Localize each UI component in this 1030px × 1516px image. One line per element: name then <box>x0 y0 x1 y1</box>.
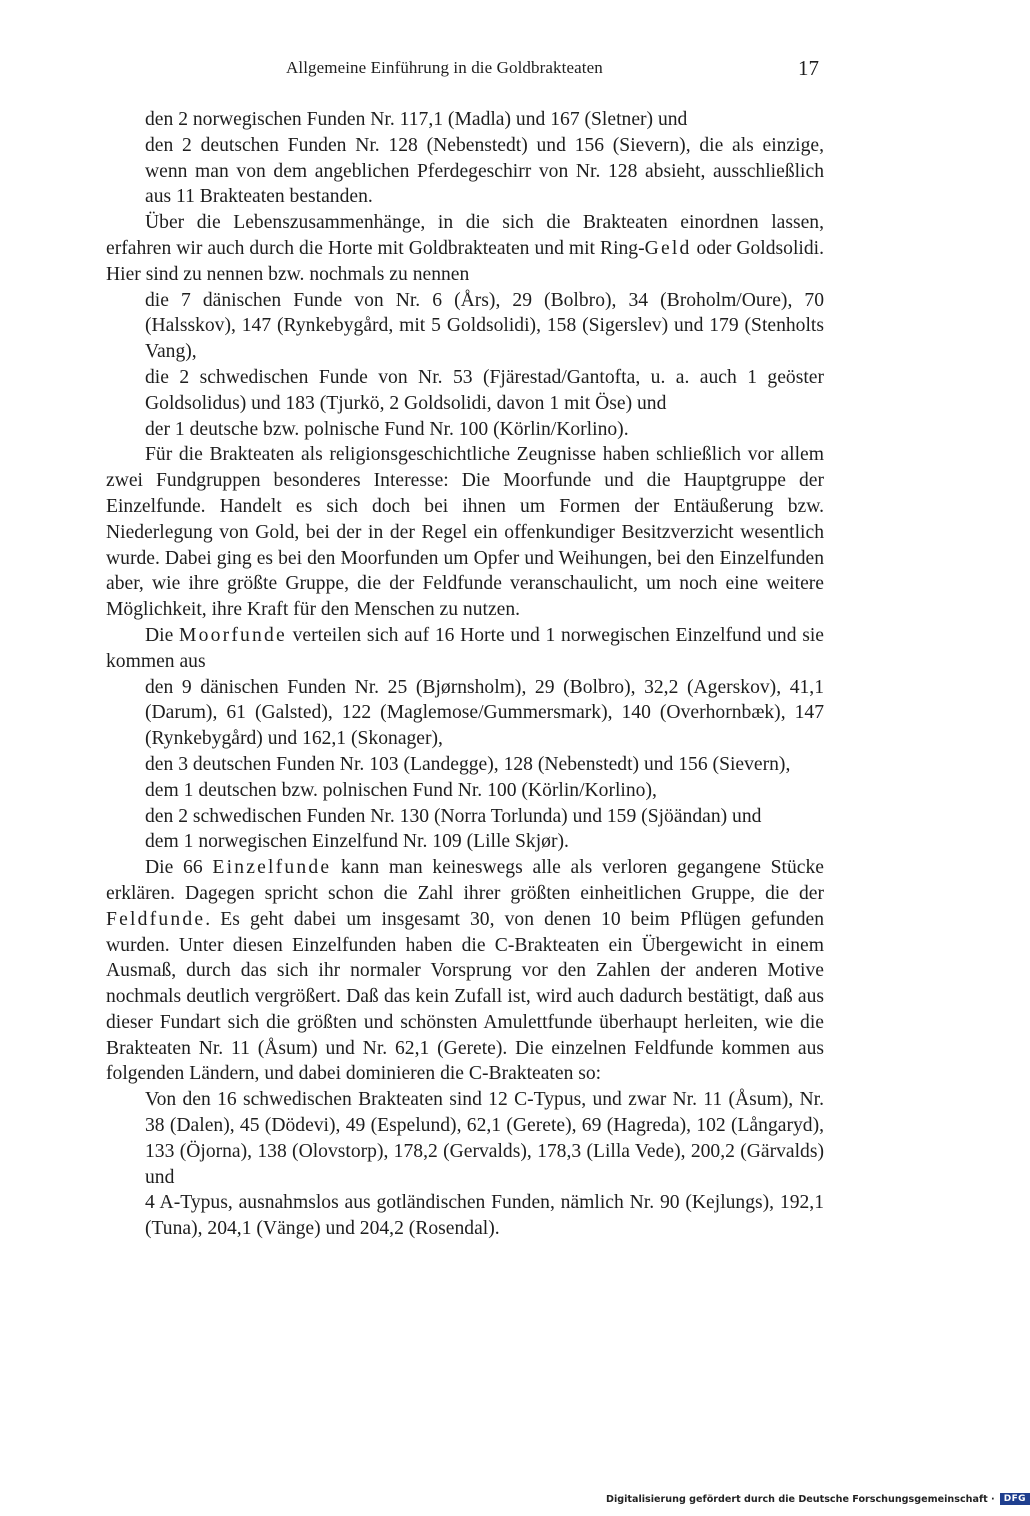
spaced-term: Moorfunde <box>178 624 287 646</box>
paragraph-text: Über die Lebenszusammenhänge, in die sich die Brakteaten einordnen lassen, erfahren wir auch durch die Horte mit Goldbrakteaten und mit Ring- <box>106 212 824 259</box>
list-item: der 1 deutsche bzw. polnische Fund Nr. 100 (Körlin/Korlino). <box>145 418 629 440</box>
list-item: den 2 schwedischen Funden Nr. 130 (Norra Torlunda) und 159 (Sjöändan) und <box>145 805 762 827</box>
paragraph-text: . Es geht dabei um insgesamt 30, von denen 10 beim Pflügen gefunden wurden. Unter diesen Einzelfunden haben die C-Brakteaten ein Übergewicht in einem Ausmaß, durch das sich ihr normaler Vorsprung vor den Zahlen der anderen Motive nochmals deutlich vergrößert. Daß das kein Zufall ist, wird auch dadurch bestätigt, daß aus dieser Fundart sich die größten und schönsten Amulettfunde überhaupt herleiten, wie die Brakteaten Nr. 11 (Åsum) und Nr. 62,1 (Gerete). Die einzelnen Feldfunde kommen aus folgenden Ländern, und dabei dominieren die C-Brakteaten so: <box>106 908 824 1085</box>
list-item: die 2 schwedischen Funde von Nr. 53 (Fjärestad/Gantofta, u. a. auch 1 geöster Goldsolidus) und 183 (Tjurkö, 2 Goldsolidi, davon 1 mit Öse) und <box>145 366 824 414</box>
paragraph: Für die Brakteaten als religionsgeschichtliche Zeugnisse haben schließlich vor allem zwei Fundgruppen besonderes Interesse: Die Moorfunde und die Hauptgruppe der Einzelfunde. Handelt es sich doch bei ihnen um Formen der Entäußerung bzw. Niederlegung von Gold, bei der in der Regel ein offenkundiger Besitzverzicht wesentlich wurde. Dabei ging es bei den Moorfunden um Opfer und Weihungen, bei den Einzelfunden aber, wie ihre größte Gruppe, die der Feldfunde veranschaulicht, um noch eine weitere Möglichkeit, ihre Kraft für den Menschen zu nutzen. <box>106 444 824 621</box>
list-item: 4 A-Typus, ausnahmslos aus gotländischen Funden, nämlich Nr. 90 (Kejlungs), 192,1 (Tuna), 204,1 (Vänge) und 204,2 (Rosendal). <box>145 1192 824 1240</box>
page-number: 17 <box>798 56 819 80</box>
credit-text: Digitalisierung gefördert durch die Deutsche Forschungsgemeinschaft · <box>606 1493 995 1505</box>
list-item: den 3 deutschen Funden Nr. 103 (Landegge), 128 (Nebenstedt) und 156 (Sievern), <box>145 753 791 775</box>
list-item: dem 1 norwegischen Einzelfund Nr. 109 (Lille Skjør). <box>145 831 569 853</box>
running-title: Allgemeine Einführung in die Goldbrakteaten <box>286 58 603 77</box>
paragraph-text: Die 66 <box>145 857 213 879</box>
list-item: den 2 deutschen Funden Nr. 128 (Nebenstedt) und 156 (Sievern), die als einzige, wenn man von dem angeblichen Pferdegeschirr von Nr. 128 absieht, ausschließlich aus 11 Brakteaten bestanden. <box>145 134 824 208</box>
list-item: die 7 dänischen Funde von Nr. 6 (Års), 29 (Bolbro), 34 (Broholm/Oure), 70 (Halsskov), 147 (Rynkebygård, mit 5 Goldsolidi), 158 (Sigerslev) und 179 (Stenholts Vang), <box>145 289 824 363</box>
list-item: dem 1 deutschen bzw. polnischen Fund Nr. 100 (Körlin/Korlino), <box>145 779 657 801</box>
digitization-credit <box>606 1493 1030 1505</box>
spaced-term: Einzelfunde <box>212 857 332 879</box>
paragraph-text: kann man keineswegs alle als verloren gegangene Stücke erklären. Dagegen spricht schon die Zahl ihrer größten einheitlichen Gruppe, die der <box>106 857 824 904</box>
paragraph-text: oder Goldsolidi. Hier sind zu nennen bzw. nochmals zu nennen <box>106 237 824 285</box>
paragraph <box>106 210 824 287</box>
paragraph-text: verteilen sich auf 16 Horte und 1 norwegischen Einzelfund und sie kommen aus <box>106 624 824 672</box>
spaced-term: Geld <box>644 237 692 259</box>
list-item: Von den 16 schwedischen Brakteaten sind 12 C-Typus, und zwar Nr. 11 (Åsum), Nr. 38 (Dalen), 45 (Dödevi), 49 (Espelund), 62,1 (Gerete), 69 (Hagreda), 102 (Långaryd), 133 (Öjorna), 138 (Olovstorp), 178,2 (Gervalds), 178,3 (Lilla Vede), 200,2 (Gärvalds) und <box>145 1089 824 1188</box>
body-text <box>106 107 824 1242</box>
list-item: den 9 dänischen Funden Nr. 25 (Bjørnsholm), 29 (Bolbro), 32,2 (Agerskov), 41,1 (Darum), 61 (Galsted), 122 (Maglemose/Gummersmark), 140 (Overhornbæk), 147 (Rynkebygård) und 162,1 (Skonager), <box>145 676 824 750</box>
list-item: den 2 norwegischen Funden Nr. 117,1 (Madla) und 167 (Sletner) und <box>145 109 688 130</box>
dfg-logo-icon: DFG <box>1000 1493 1030 1505</box>
spaced-term: Feldfunde <box>106 908 206 930</box>
paragraph <box>106 623 824 675</box>
paragraph <box>106 855 824 1087</box>
paragraph-text: Die <box>145 624 179 646</box>
